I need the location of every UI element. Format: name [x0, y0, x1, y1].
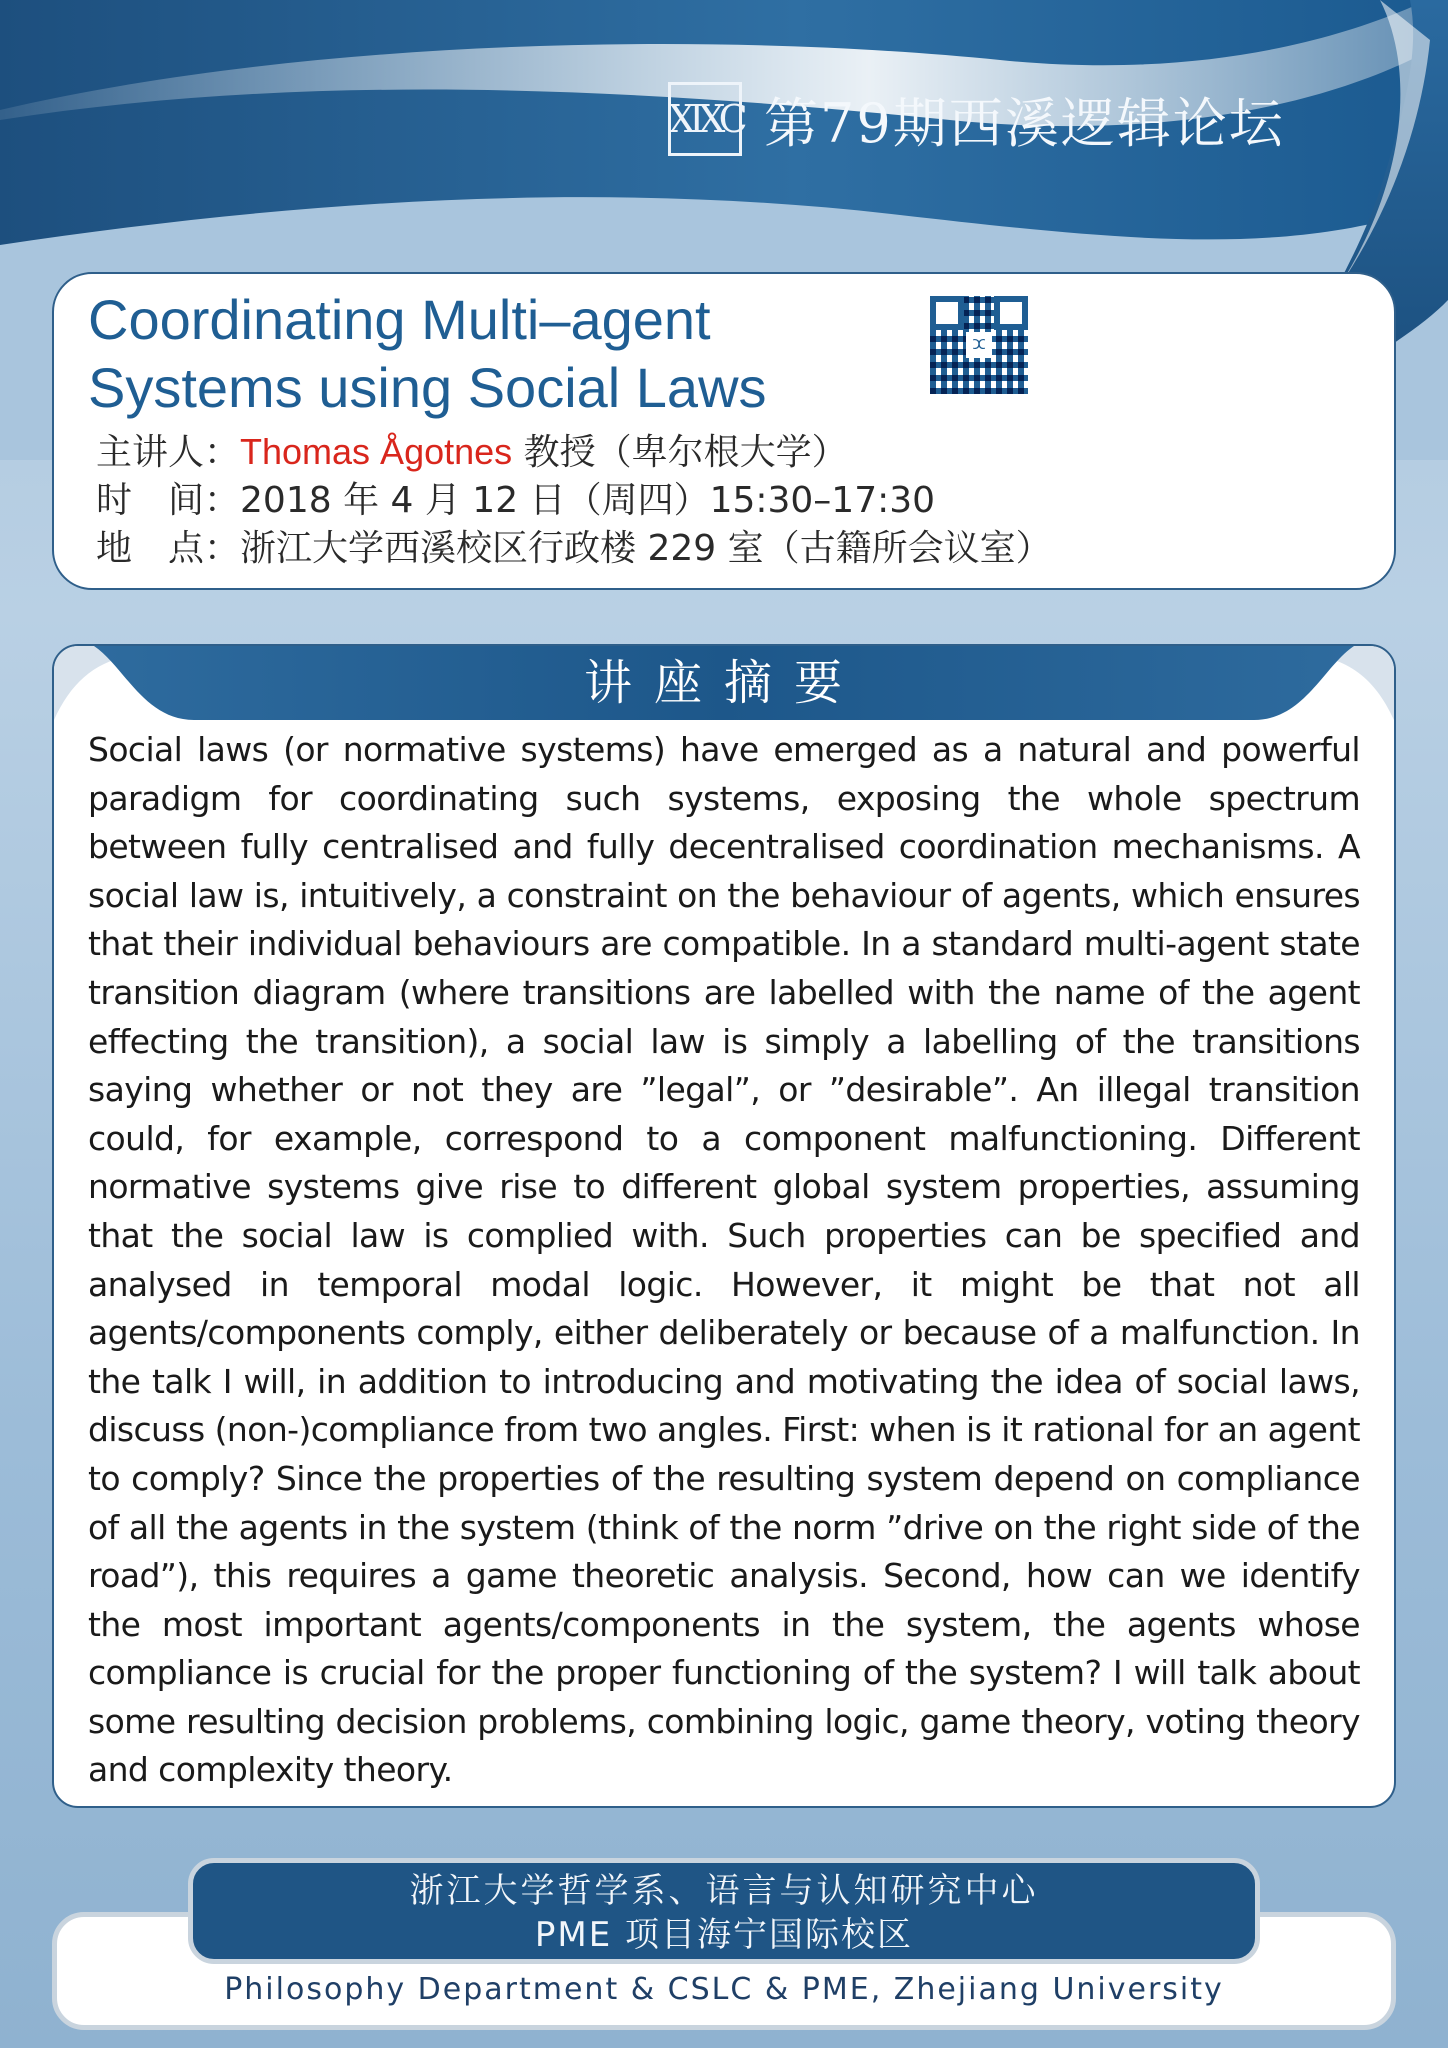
footer-org-line1: 浙江大学哲学系、语言与认知研究中心 [409, 1871, 1039, 1911]
forum-header [668, 78, 1285, 160]
time-value: 2018 年 4 月 12 日（周四）15:30–17:30 [240, 480, 936, 521]
talk-title [88, 286, 928, 422]
speaker-affiliation: 教授（卑尔根大学） [512, 432, 848, 473]
qr-logo-icon: ⵋ [966, 332, 992, 358]
qr-code-icon[interactable] [930, 296, 1028, 394]
place-line [96, 520, 1052, 571]
footer-org-line2: PME 项目海宁国际校区 [534, 1915, 914, 1955]
talk-title-line1: Coordinating Multi–agent [88, 288, 711, 351]
time-line [96, 472, 935, 523]
place-value: 浙江大学西溪校区行政楼 229 室（古籍所会议室） [240, 528, 1052, 569]
talk-title-line2: Systems using Social Laws [88, 356, 767, 419]
speaker-name: Thomas Ågotnes [240, 431, 513, 472]
place-label: 地 点： [96, 528, 241, 569]
footer-english-line: Philosophy Department & CSLC & PME, Zhejiang University [224, 1972, 1224, 2007]
abstract-text: Social laws (or normative systems) have emerged as a natural and powerful paradigm for coordinating such systems, exposing the whole spectrum between fully centralised and fully decentralised coordination mechanisms. A social law is, intuitively, a constraint on the behaviour of agents, which ensures that their individual behaviours are compatible. In a standard multi-agent state transition diagram (where transitions are labelled with the name of the agent effecting the transition), a social law is simply a labelling of the transitions saying whether or not they are ”legal”, or ”desirable”. An illegal transition could, for example, correspond to a component malfunctioning. Different normative systems give rise to different global system properties, assuming that the social law is complied with. Such properties can be specified and analysed in temporal modal logic. However, it might be that not all agents/components comply, either deliberately or because of a malfunction. In the talk I will, in addition to introducing and motivating the idea of social laws, discuss (non-)compliance from two angles. First: when is it rational for an agent to comply? Since the properties of the resulting system depend on compliance of all the agents in the system (think of the norm ”drive on the right side of the road”), this requires a game theoretic analysis. Second, how can we identify the most important agents/components in the system, the agents whose compliance is crucial for the proper functioning of the system? I will talk about some resulting decision problems, combining logic, game theory, voting theory and complexity theory. [88, 730, 1360, 1790]
forum-logo-icon: XIXC [668, 82, 742, 156]
time-label: 时 间： [96, 480, 241, 521]
abstract-card [52, 644, 1396, 1808]
abstract-heading: 讲座摘要 [583, 655, 864, 711]
speaker-label: 主讲人： [96, 432, 241, 473]
speaker-line [96, 424, 848, 475]
talk-info-card [52, 272, 1396, 590]
footer-banner [188, 1858, 1260, 1964]
forum-title: 第79期西溪逻辑论坛 [764, 91, 1285, 155]
